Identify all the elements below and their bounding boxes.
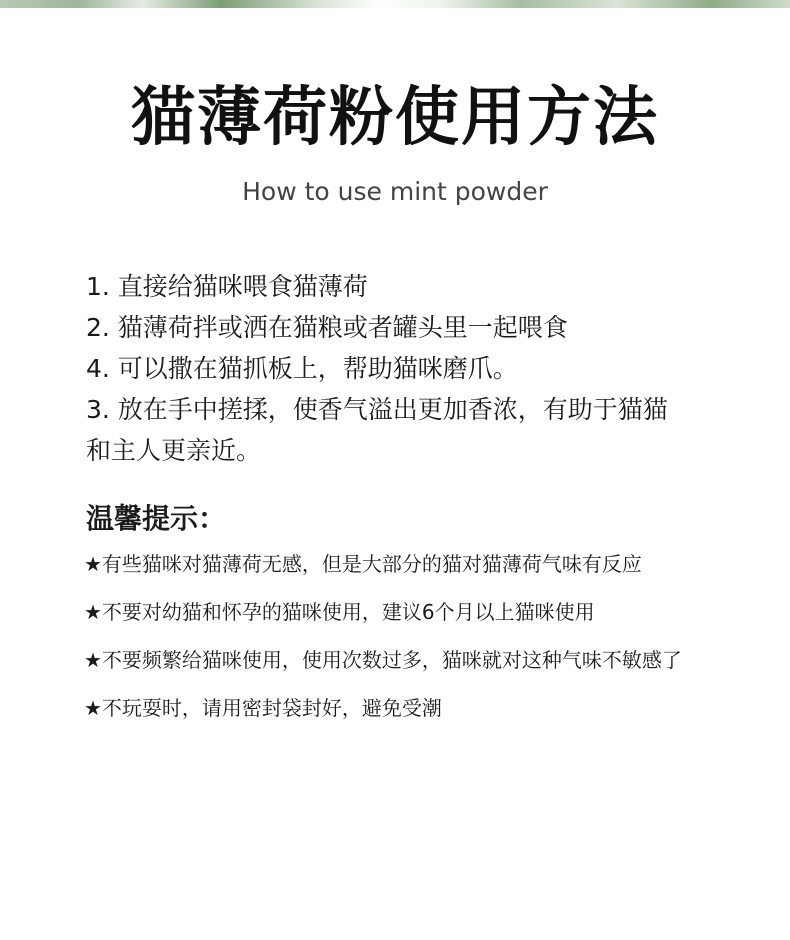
tip-item: ★不要对幼猫和怀孕的猫咪使用，建议6个月以上猫咪使用 bbox=[84, 600, 595, 624]
usage-steps-list bbox=[86, 266, 726, 471]
tips-list bbox=[84, 545, 774, 737]
usage-step: 2. 猫薄荷拌或洒在猫粮或者罐头里一起喂食 bbox=[86, 313, 568, 342]
page-subtitle: How to use mint powder bbox=[242, 177, 548, 206]
tip-item: ★有些猫咪对猫薄荷无感，但是大部分的猫对猫薄荷气味有反应 bbox=[84, 552, 642, 576]
usage-step: 3. 放在手中搓揉，使香气溢出更加香浓，有助于猫猫 bbox=[86, 395, 668, 424]
tip-item: ★不要频繁给猫咪使用，使用次数过多，猫咪就对这种气味不敏感了 bbox=[84, 648, 682, 672]
usage-step-continued: 和主人更亲近。 bbox=[86, 436, 262, 465]
top-decorative-strip bbox=[0, 0, 790, 8]
usage-step: 1. 直接给猫咪喂食猫薄荷 bbox=[86, 272, 368, 301]
tip-item: ★不玩耍时，请用密封袋封好，避免受潮 bbox=[84, 696, 442, 720]
usage-step: 4. 可以撒在猫抓板上，帮助猫咪磨爪。 bbox=[86, 354, 518, 383]
tips-heading: 温馨提示： bbox=[86, 502, 227, 535]
page-title: 猫薄荷粉使用方法 bbox=[131, 81, 659, 155]
